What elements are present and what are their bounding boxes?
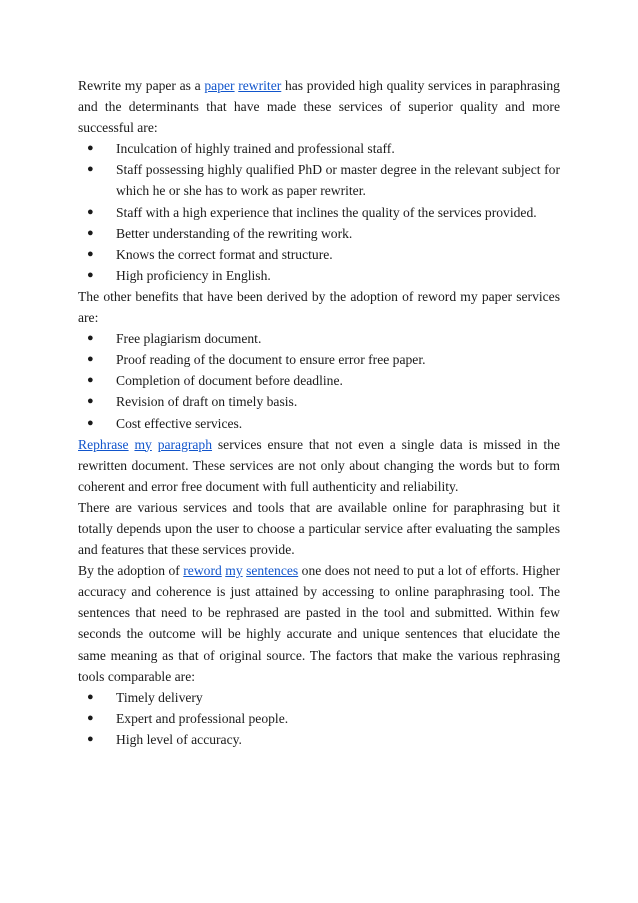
list-item-text: Completion of document before deadline. <box>116 373 343 389</box>
list-item-text: Staff with a high experience that inclines the quality of the services provided. <box>116 204 537 220</box>
list-item-text: High proficiency in English. <box>116 267 271 283</box>
my-link[interactable]: my <box>134 436 152 452</box>
list-item-text: Better understanding of the rewriting work. <box>116 225 353 241</box>
list-item-text: Knows the correct format and structure. <box>116 246 333 262</box>
bullet-icon: ● <box>87 374 94 387</box>
list-item-text: Free plagiarism document. <box>116 331 262 347</box>
rewriter-link[interactable]: rewriter <box>238 78 282 93</box>
list-item-text: Proof reading of the document to ensure error free paper. <box>116 352 426 368</box>
intro-paragraph <box>78 75 560 138</box>
rephrase-link[interactable]: Rephrase <box>78 436 129 452</box>
adoption-text-start: By the adoption of <box>78 563 184 579</box>
paper-link[interactable]: paper <box>204 78 235 93</box>
list-item <box>87 729 560 750</box>
list-item-text: High level of accuracy. <box>116 731 242 747</box>
list-item-text: Staff possessing highly qualified PhD or master degree in the relevant subject for which he or she has to work as paper rewriter. <box>116 162 560 199</box>
list-item <box>87 223 560 244</box>
bullet-icon: ● <box>87 353 94 366</box>
list-item <box>87 687 560 708</box>
benefits-paragraph: The other benefits that have been derived by the adoption of reword my paper services are: <box>78 288 560 326</box>
my-link-2[interactable]: my <box>225 563 243 579</box>
adoption-paragraph <box>78 560 560 687</box>
bullet-icon: ● <box>87 711 94 724</box>
list-item <box>87 159 560 201</box>
benefits-list <box>78 328 560 433</box>
list-item <box>87 328 560 349</box>
list-item <box>87 708 560 729</box>
list-item <box>87 370 560 391</box>
list-item-text: Inculcation of highly trained and professional staff. <box>116 141 395 157</box>
list-item-text: Revision of draft on timely basis. <box>116 394 298 410</box>
bullet-icon: ● <box>87 163 94 176</box>
bullet-icon: ● <box>87 732 94 745</box>
adoption-text-end: one does not need to put a lot of efforts. Higher accuracy and coherence is just attained by accessing to online paraphrasing tool. The sentences that need to be rephrased are pasted in the tool and submitted. Within few seconds the outcome will be highly accurate and unique sentences that elucidate the same meaning as that of original source. The factors that make the various rephrasing tools comparable are: <box>78 563 561 684</box>
list-item-text: Expert and professional people. <box>116 710 289 726</box>
rephrase-text: services ensure that not even a single data is missed in the rewritten document. These services are not only about changing the words but to form coherent and error free document with full authenticity and reliability. <box>78 436 560 494</box>
determinants-list <box>78 138 560 286</box>
list-item <box>87 349 560 370</box>
sentences-link[interactable]: sentences <box>246 563 299 579</box>
list-item <box>87 265 560 286</box>
list-item-text: Timely delivery <box>116 689 203 705</box>
bullet-icon: ● <box>87 142 94 155</box>
list-item-text: Cost effective services. <box>116 415 243 431</box>
bullet-icon: ● <box>87 395 94 408</box>
intro-text-end: has provided high quality services in paraphrasing and the determinants that have made these services of superior quality and more successful are: <box>78 78 560 136</box>
bullet-icon: ● <box>87 205 94 218</box>
list-item <box>87 413 560 434</box>
list-item <box>87 138 560 159</box>
bullet-icon: ● <box>87 332 94 345</box>
list-item <box>87 391 560 412</box>
list-item <box>87 202 560 223</box>
intro-text-start: Rewrite my paper as a <box>78 78 205 93</box>
factors-list <box>78 687 560 750</box>
paragraph-link[interactable]: paragraph <box>157 436 213 452</box>
rephrase-paragraph <box>78 434 560 497</box>
list-item <box>87 244 560 265</box>
bullet-icon: ● <box>87 690 94 703</box>
bullet-icon: ● <box>87 247 94 260</box>
bullet-icon: ● <box>87 226 94 239</box>
tools-paragraph: There are various services and tools that are available online for paraphrasing but it totally depends upon the user to choose a particular service after evaluating the samples and features that these services provide. <box>78 499 560 558</box>
bullet-icon: ● <box>87 268 94 281</box>
reword-link[interactable]: reword <box>183 563 222 579</box>
bullet-icon: ● <box>87 416 94 429</box>
